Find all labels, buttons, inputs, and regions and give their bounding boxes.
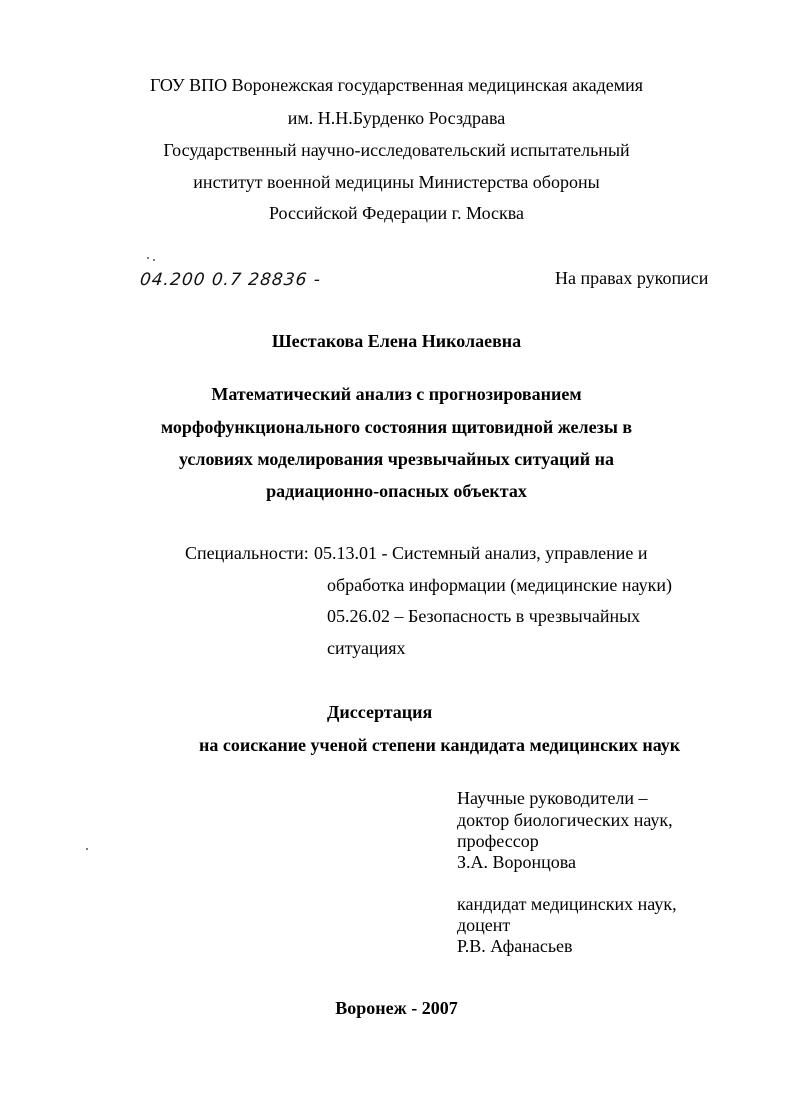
work-type-subheading: на соискание ученой степени кандидата медицинских наук [199,735,681,755]
institution-line-1: ГОУ ВПО Воронежская государственная медицинская академия [149,75,644,95]
institution-line-2: им. Н.Н.Бурденко Росздрава [287,108,506,128]
supervisor-1-title: профессор [457,831,539,851]
city-year-footer: Воронеж - 2007 [335,998,458,1018]
supervisors-heading: Научные руководители – [457,788,648,808]
specialty-1-line-2: обработка информации (медицинские науки) [327,575,672,595]
title-line-1: Математический анализ с прогнозированием [211,384,582,404]
work-type-heading: Диссертация [327,702,433,722]
institution-line-4: институт военной медицины Министерства обороны [193,172,600,192]
title-line-3: условиях моделирования чрезвычайных ситуаций на [178,449,615,469]
scan-speck [153,259,155,261]
scan-speck [86,848,88,850]
specialty-2-line-1: 05.26.02 – Безопасность в чрезвычайных [327,606,641,626]
specialty-1-line-1: 05.13.01 - Системный анализ, управление и [314,543,648,563]
title-line-4: радиационно-опасных объектах [266,481,527,501]
supervisor-2-name: Р.В. Афанасьев [457,936,573,956]
specialty-2-line-2: ситуациях [327,638,406,658]
registration-number: 04.200 0.7 28836 - [138,270,323,290]
institution-line-5: Российской Федерации г. Москва [268,203,525,223]
author-name: Шестакова Елена Николаевна [271,331,522,351]
supervisor-2-title: доцент [457,915,511,935]
supervisor-1-degree: доктор биологических наук, [457,810,673,830]
institution-line-3: Государственный научно-исследовательский испытательный [163,140,630,160]
supervisor-1-name: З.А. Воронцова [457,852,577,872]
scan-speck [147,257,149,259]
supervisor-2-degree: кандидат медицинских наук, [457,894,677,914]
specialties-label: Специальности: [185,543,309,563]
title-line-2: морфофункционального состояния щитовидной железы в [160,417,633,437]
manuscript-note: На правах рукописи [555,268,709,288]
